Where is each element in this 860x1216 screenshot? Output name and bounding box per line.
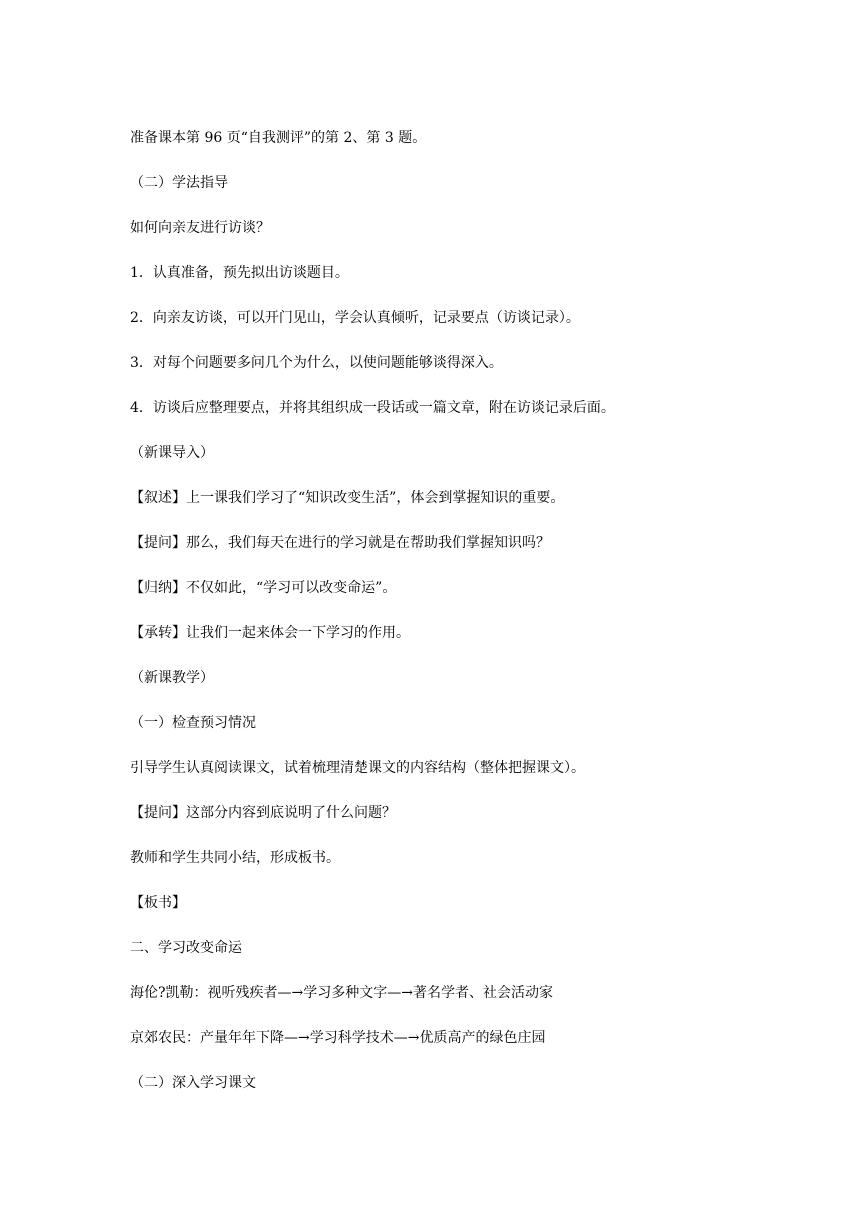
list-item-1: 1．认真准备，预先拟出访谈题目。	[130, 265, 349, 281]
question-line-2: 【提问】这部分内容到底说明了什么问题？	[130, 805, 396, 821]
prep-homework-line: 准备课本第 96 页“自我测评”的第 2、第 3 题。	[130, 130, 427, 146]
new-lesson-intro-heading: （新课导入）	[130, 445, 214, 461]
joint-summary-line: 教师和学生共同小结，形成板书。	[130, 850, 340, 866]
section-deep-study-heading: （二）深入学习课文	[130, 1075, 256, 1091]
interview-question-line: 如何向亲友进行访谈？	[130, 220, 270, 236]
list-item-4: 4．访谈后应整理要点，并将其组织成一段话或一篇文章，附在访谈记录后面。	[130, 400, 615, 416]
new-lesson-teaching-heading: （新课教学）	[130, 670, 214, 686]
transition-line: 【承转】让我们一起来体会一下学习的作用。	[130, 625, 410, 641]
question-line-1: 【提问】那么，我们每天在进行的学习就是在帮助我们掌握知识吗？	[130, 535, 550, 551]
guide-reading-line: 引导学生认真阅读课文，试着梳理清楚课文的内容结构（整体把握课文）。	[130, 760, 585, 776]
section-preview-check-heading: （一）检查预习情况	[130, 715, 256, 731]
blackboard-title: 二、学习改变命运	[130, 940, 242, 956]
blackboard-example-1: 海伦?凯勒：视听残疾者—→学习多种文字—→著名学者、社会活动家	[130, 985, 553, 1001]
narration-line: 【叙述】上一课我们学习了“知识改变生活”，体会到掌握知识的重要。	[130, 490, 565, 506]
summary-line: 【归纳】不仅如此，“学习可以改变命运”。	[130, 580, 397, 596]
blackboard-label: 【板书】	[130, 895, 186, 911]
list-item-3: 3．对每个问题要多问几个为什么，以使问题能够谈得深入。	[130, 355, 503, 371]
list-item-2: 2．向亲友访谈，可以开门见山，学会认真倾听，记录要点（访谈记录）。	[130, 310, 580, 326]
blackboard-example-2: 京郊农民：产量年年下降—→学习科学技术—→优质高产的绿色庄园	[130, 1030, 546, 1046]
section-study-method-heading: （二）学法指导	[130, 175, 228, 191]
